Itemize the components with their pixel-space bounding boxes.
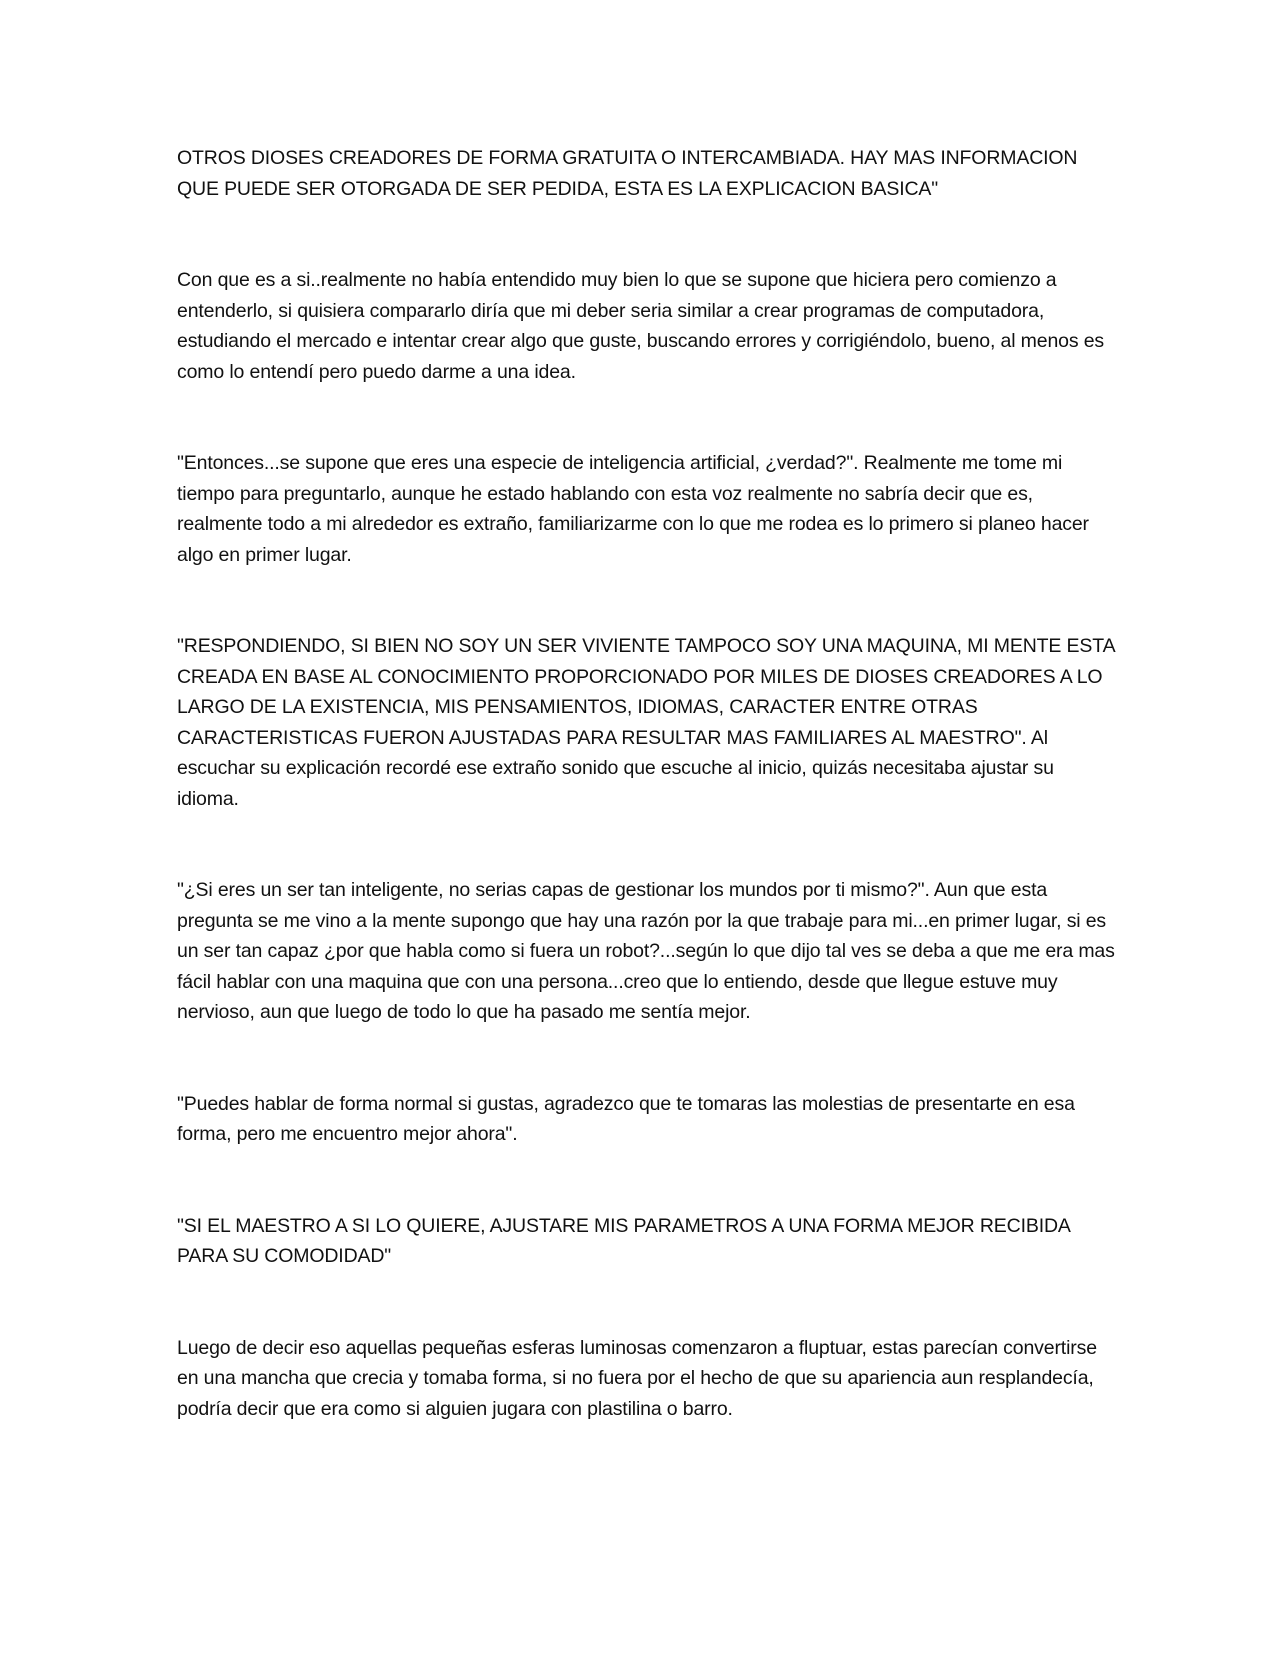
document-body [177,143,1117,1485]
paragraph-voice-response: "RESPONDIENDO, SI BIEN NO SOY UN SER VIVIENTE TAMPOCO SOY UNA MAQUINA, MI MENTE ESTA CREADA EN BASE AL CONOCIMIENTO PROPORCIONADO POR MILES DE DIOSES CREADORES A LO LARGO DE LA EXISTENCIA, MIS PENSAMIENTOS, IDIOMAS, CARACTER ENTRE OTRAS CARACTERISTICAS FUERON AJUSTADAS PARA RESULTAR MAS FAMILIARES AL MAESTRO". Al escuchar su explicación recordé ese extraño sonido que escuche al inicio, quizás necesitaba ajustar su idioma. [177,635,1115,810]
paragraph-ai-question: "Entonces...se supone que eres una especie de inteligencia artificial, ¿verdad?". Realmente me tome mi tiempo para preguntarlo, aunque he estado hablando con esta voz realmente no sabría decir que es, realmente todo a mi alrededor es extraño, familiarizarme con lo que me rodea es lo primero si planeo hacer algo en primer lugar. [177,452,1089,566]
paragraph-spheres-description: Luego de decir eso aquellas pequeñas esferas luminosas comenzaron a fluptuar, estas parecían convertirse en una mancha que crecia y tomaba forma, si no fuera por el hecho de que su apariencia aun resplandecía, podría decir que era como si alguien jugara con plastilina o barro. [177,1336,1097,1420]
paragraph-narration-understanding: Con que es a si..realmente no había entendido muy bien lo que se supone que hiciera pero comienzo a entenderlo, si quisiera compararlo diría que mi deber seria similar a crear programas de computadora, estudiando el mercado e intentar crear algo que guste, buscando errores y corrigiéndolo, bueno, al menos es como lo entendí pero puedo darme a una idea. [177,269,1105,383]
paragraph-speak-normally: "Puedes hablar de forma normal si gustas, agradezco que te tomaras las molestias de presentarte en esa forma, pero me encuentro mejor ahora". [177,1092,1075,1145]
paragraph-adjust-parameters: "SI EL MAESTRO A SI LO QUIERE, AJUSTARE MIS PARAMETROS A UNA FORMA MEJOR RECIBIDA PARA SU COMODIDAD" [177,1214,1070,1267]
paragraph-intelligence-question: "¿Si eres un ser tan inteligente, no serias capas de gestionar los mundos por ti mismo?". Aun que esta pregunta se me vino a la mente supongo que hay una razón por la que trabaje para mi...en primer lugar, si es un ser tan capaz ¿por que habla como si fuera un robot?...según lo que dijo tal ves se deba a que me era mas fácil hablar con una maquina que con una persona...creo que lo entiendo, desde que llegue estuve muy nervioso, aun que luego de todo lo que ha pasado me sentía mejor. [177,879,1115,1023]
paragraph-closing-instruction: OTROS DIOSES CREADORES DE FORMA GRATUITA O INTERCAMBIADA. HAY MAS INFORMACION QUE PUEDE SER OTORGADA DE SER PEDIDA, ESTA ES LA EXPLICACION BASICA" [177,147,1078,200]
